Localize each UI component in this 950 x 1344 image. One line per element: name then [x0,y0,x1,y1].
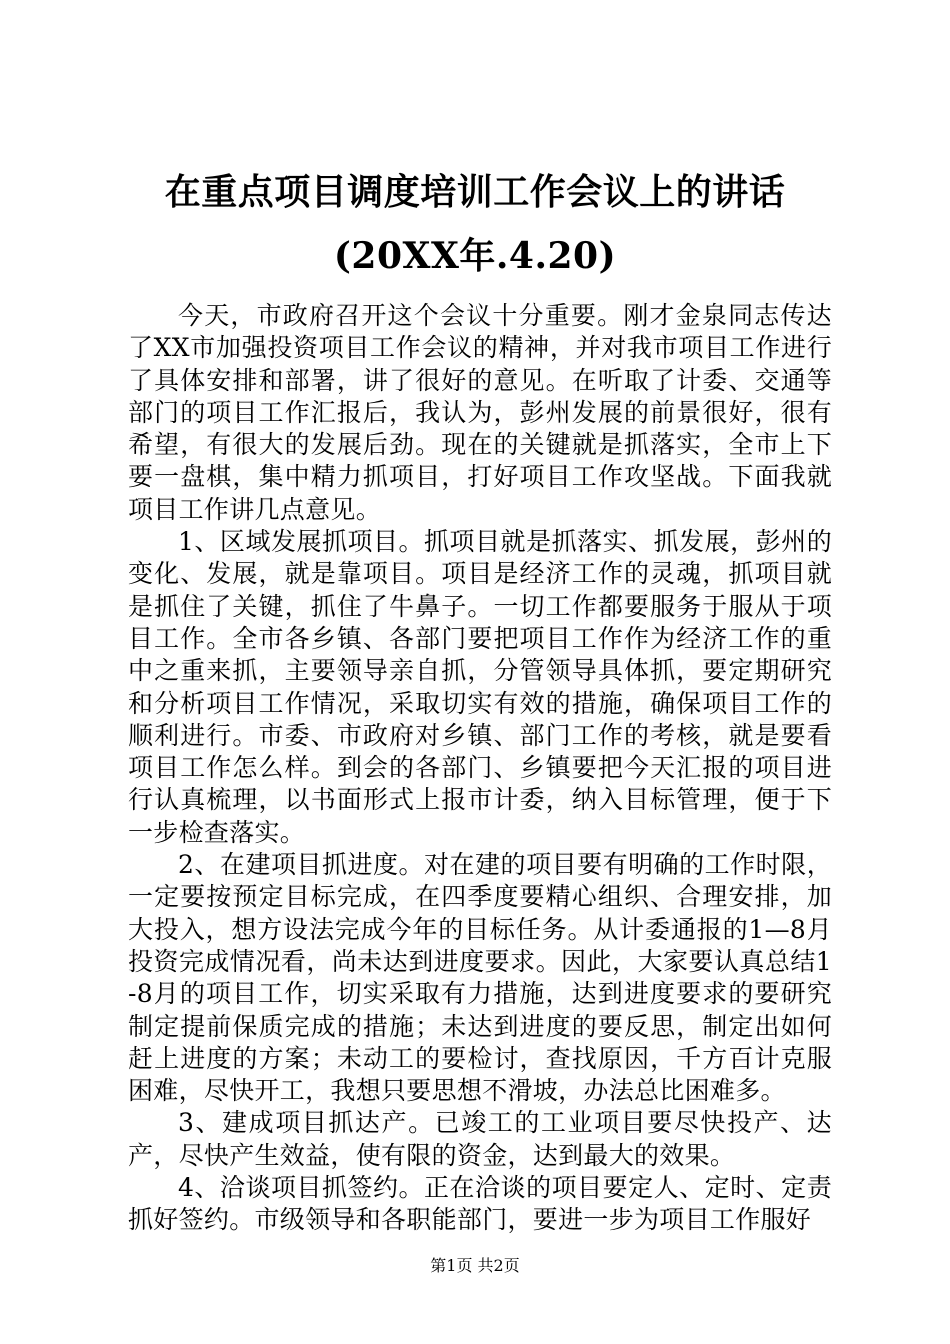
paragraph-point-1: 1、区域发展抓项目。抓项目就是抓落实、抓发展，彭州的变化、发展，就是靠项目。项目是经济工作的灵魂，抓项目就是抓住了关键，抓住了牛鼻子。一切工作都要服务于服从于项目工作。全市各乡镇、各部门要把项目工作作为经济工作的重中之重来抓，主要领导亲自抓，分管领导具体抓，要定期研究和分析项目工作情况，采取切实有效的措施，确保项目工作的顺利进行。市委、市政府对乡镇、部门工作的考核，就是要看项目工作怎么样。到会的各部门、乡镇要把今天汇报的项目进行认真梳理，以书面形式上报市计委，纳入目标管理，便于下一步检查落实。 [128,527,832,847]
document-title: 在重点项目调度培训工作会议上的讲话(20XX年.4.20) [164,171,786,277]
paragraph-point-3: 3、建成项目抓达产。已竣工的工业项目要尽快投产、达产，尽快产生效益，使有限的资金，达到最大的效果。 [128,1108,832,1170]
paragraph-intro: 今天，市政府召开这个会议十分重要。刚才金泉同志传达了XX市加强投资项目工作会议的精神，并对我市项目工作进行了具体安排和部署，讲了很好的意见。在听取了计委、交通等部门的项目工作汇报后，我认为，彭州发展的前景很好，很有希望，有很大的发展后劲。现在的关键就是抓落实，全市上下要一盘棋，集中精力抓项目，打好项目工作攻坚战。下面我就项目工作讲几点意见。 [128,301,832,524]
page-number-footer: 第1页 共2页 [430,1256,520,1275]
paragraph-point-4: 4、洽谈项目抓签约。正在洽谈的项目要定人、定时、定责抓好签约。市级领导和各职能部门，要进一步为项目工作服好 [128,1173,832,1235]
document-body [128,300,832,1237]
paragraph-point-2: 2、在建项目抓进度。对在建的项目要有明确的工作时限，一定要按预定目标完成，在四季度要精心组织、合理安排，加大投入，想方设法完成今年的目标任务。从计委通报的1—8月投资完成情况看，尚未达到进度要求。因此，大家要认真总结1-8月的项目工作，切实采取有力措施，达到进度要求的要研究制定提前保质完成的措施；未达到进度的要反思，制定出如何赶上进度的方案；未动工的要检讨，查找原因，千方百计克服困难，尽快开工，我想只要思想不滑坡，办法总比困难多。 [128,850,832,1106]
